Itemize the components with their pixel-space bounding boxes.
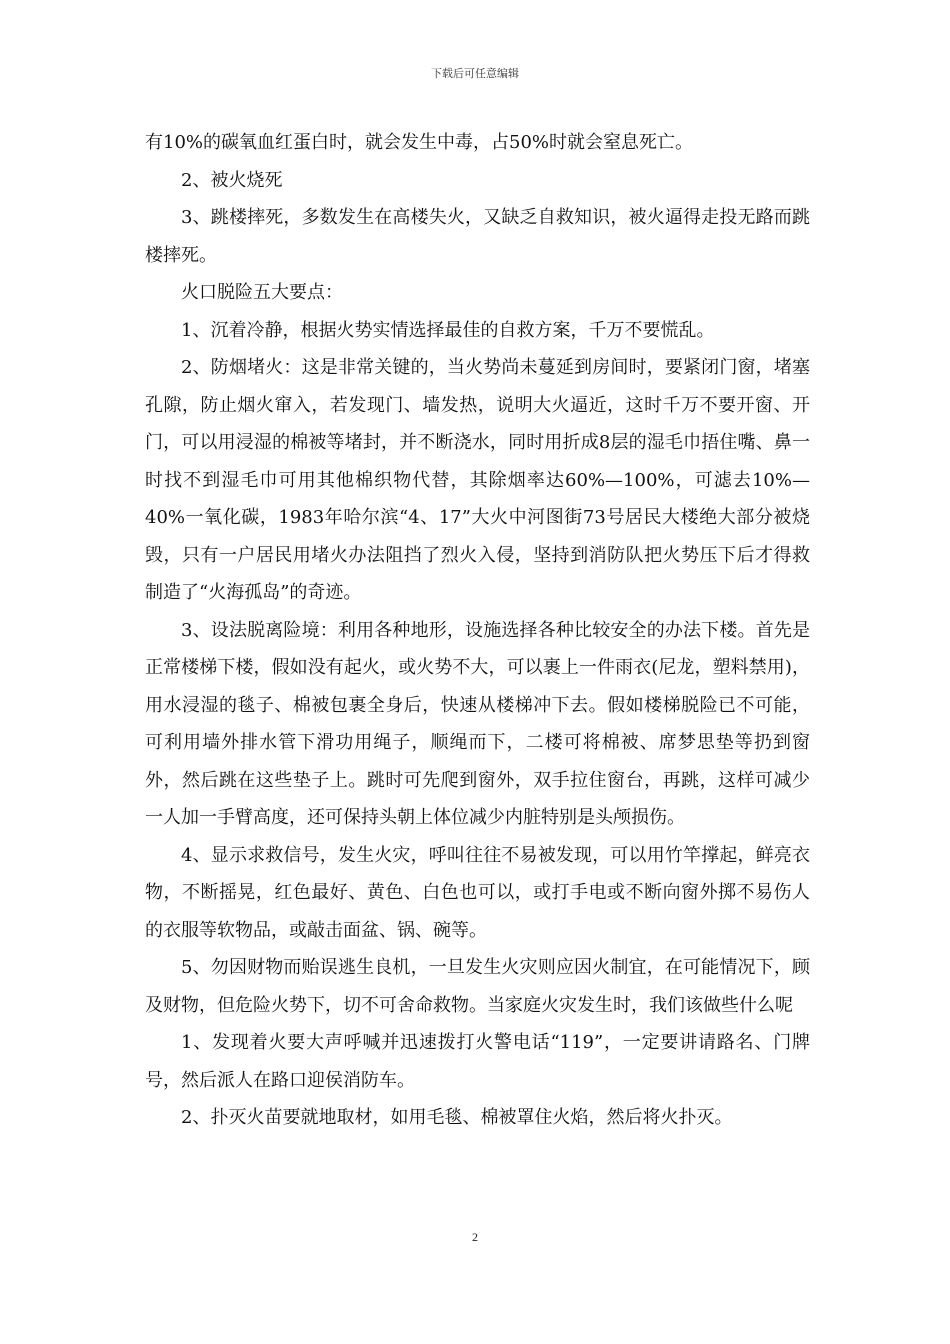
page-header: 下载后可任意编辑 <box>431 67 519 80</box>
page-number: 2 <box>472 1230 478 1244</box>
paragraph-6: 2、防烟堵火：这是非常关键的，当火势尚未蔓延到房间时，要紧闭门窗，堵塞孔隙，防止烟火窜入，若发现门、墙发热，说明大火逼近，这时千万不要开窗、开门，可以用浸湿的棉被等堵封，并不断浇水，同时用折成8层的湿毛巾捂住嘴、鼻一时找不到湿毛巾可用其他棉织物代替，其除烟率达60%—100%，可滤去10%—40%一氧化碳，1983年哈尔滨“4、17”大火中河图街73号居民大楼绝大部分被烧毁，只有一户居民用堵火办法阻挡了烈火入侵，坚持到消防队把火势压下后才得救制造了“火海孤岛”的奇迹。 <box>145 357 810 603</box>
body-text <box>145 124 810 1137</box>
paragraph-1: 有10%的碳氧血红蛋白时，就会发生中毒，占50%时就会窒息死亡。 <box>145 132 694 153</box>
paragraph-9: 5、勿因财物而贻误逃生良机，一旦发生火灾则应因火制宜，在可能情况下，顾及财物，但危险火势下，切不可舍命救物。当家庭火灾发生时，我们该做些什么呢 <box>145 957 810 1016</box>
paragraph-4: 火口脱险五大要点： <box>181 282 343 303</box>
paragraph-2: 2、被火烧死 <box>181 169 283 191</box>
paragraph-3: 3、跳楼摔死，多数发生在高楼失火，又缺乏自救知识，被火逼得走投无路而跳楼摔死。 <box>145 207 810 266</box>
paragraph-11: 2、扑灭火苗要就地取材，如用毛毯、棉被罩住火焰，然后将火扑灭。 <box>181 1107 733 1128</box>
paragraph-5: 1、沉着冷静，根据火势实情选择最佳的自救方案，千万不要慌乱。 <box>181 319 715 341</box>
paragraph-8: 4、显示求救信号，发生火灾，呼叫往往不易被发现，可以用竹竿撑起，鲜亮衣物，不断摇晃，红色最好、黄色、白色也可以，或打手电或不断向窗外掷不易伤人的衣服等软物品，或敲击面盆、锅、碗等。 <box>145 844 810 941</box>
paragraph-7: 3、设法脱离险境：利用各种地形，设施选择各种比较安全的办法下楼。首先是正常楼梯下楼，假如没有起火，或火势不大，可以裹上一件雨衣(尼龙，塑料禁用)，用水浸湿的毯子、棉被包裹全身后，快速从楼梯冲下去。假如楼梯脱险已不可能，可利用墙外排水管下滑功用绳子，顺绳而下，二楼可将棉被、席梦思垫等扔到窗外，然后跳在这些垫子上。跳时可先爬到窗外，双手拉住窗台，再跳，这样可减少一人加一手臂高度，还可保持头朝上体位减少内脏特别是头颅损伤。 <box>145 619 810 828</box>
paragraph-10: 1、发现着火要大声呼喊并迅速拨打火警电话“119”，一定要讲请路名、门牌号，然后派人在路口迎侯消防车。 <box>145 1032 810 1091</box>
